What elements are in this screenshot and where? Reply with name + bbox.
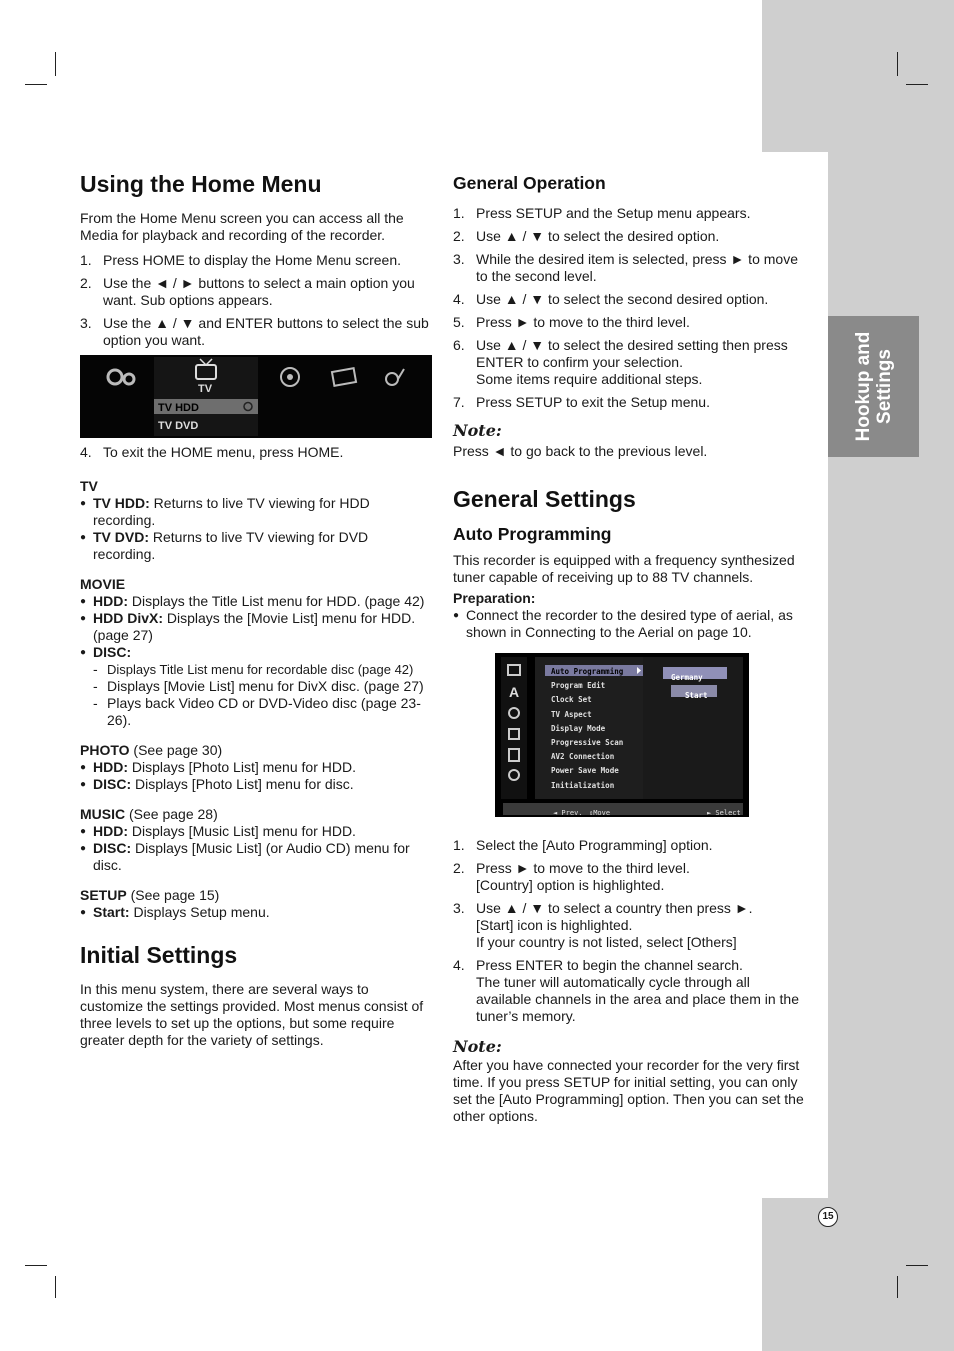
initial-settings-title: Initial Settings: [80, 942, 238, 968]
crop-mark: [897, 52, 898, 76]
setup-menu-item: Display Mode: [551, 723, 606, 733]
disc-sublist: [80, 661, 432, 729]
general-operation-steps: [453, 205, 805, 411]
home-menu-intro: From the Home Menu screen you can access all the Media for playback and recording of the recorder.: [80, 210, 404, 243]
list-item: ● DISC: Displays [Music List] (or Audio CD) menu for disc.: [80, 840, 410, 873]
country-option: Germany: [671, 673, 703, 682]
list-item: 6. Use ▲ / ▼ to select the desired setting then press ENTER to confirm your selection. Some items require additional steps.: [453, 337, 788, 387]
note-text: Press ◄ to go back to the previous level.: [453, 443, 708, 459]
list-item: 2. Use the ◄ / ► buttons to select a main option you want. Sub options appears.: [80, 275, 415, 308]
home-menu-steps: [80, 252, 432, 349]
list-item: 3. Use ▲ / ▼ to select a country then press ►. [Start] icon is highlighted. If your country is not listed, select [Others]: [453, 900, 753, 950]
list-item: 4. Use ▲ / ▼ to select the second desired option.: [453, 291, 769, 307]
home-menu-main-label: TV: [198, 383, 213, 395]
music-list: [80, 823, 432, 874]
list-item: 4. To exit the HOME menu, press HOME.: [80, 444, 344, 460]
crop-mark: [25, 1265, 47, 1266]
setup-heading: SETUP (See page 15): [80, 887, 220, 903]
list-item: 2. Press ► to move to the third level. [Country] option is highlighted.: [453, 860, 690, 893]
music-heading: MUSIC (See page 28): [80, 806, 218, 822]
section-tab-line2: Settings: [873, 349, 895, 424]
list-item: ● Start: Displays Setup menu.: [80, 904, 270, 920]
home-menu-item-tv-hdd: TV HDD: [158, 402, 199, 414]
list-item: 2. Use ▲ / ▼ to select the desired option.: [453, 228, 720, 244]
list-item: 3. Use the ▲ / ▼ and ENTER buttons to select the sub option you want.: [80, 315, 429, 348]
setup-menu-item: TV Aspect: [551, 709, 592, 719]
page-number: 15: [818, 1207, 838, 1227]
crop-mark: [55, 52, 56, 76]
start-option: Start: [685, 691, 708, 700]
setup-menu-item: Program Edit: [551, 681, 606, 691]
auto-programming-steps: [453, 837, 805, 1025]
home-menu-icons: [80, 355, 432, 438]
photo-list: [80, 759, 432, 793]
home-menu-title: Using the Home Menu: [80, 171, 322, 197]
list-item: 5. Press ► to move to the third level.: [453, 314, 690, 330]
setup-menu-screenshot: [495, 653, 749, 817]
list-item: 1. Press HOME to display the Home Menu screen.: [80, 252, 402, 268]
setup-menu-items: [551, 665, 623, 793]
list-item: ● HDD: Displays the Title List menu for HDD. (page 42): [80, 593, 425, 609]
setup-menu-item: Clock Set: [551, 695, 592, 705]
footer-prev: ◄ Prev.: [553, 809, 583, 817]
preparation-list: [453, 607, 805, 641]
note-text: After you have connected your recorder for the very first time. If you press SETUP for initial setting, you can only set the [Auto Programming] option. Then you can set the other options.: [453, 1057, 804, 1124]
setup-menu-item: Auto Programming: [551, 667, 624, 676]
list-item: 1. Select the [Auto Programming] option.: [453, 837, 713, 853]
movie-list: [80, 593, 432, 661]
section-tab-line1: Hookup and: [852, 331, 874, 442]
note-title: Note:: [453, 1037, 502, 1056]
auto-programming-title: Auto Programming: [453, 524, 612, 544]
list-item: - Displays Title List menu for recordable disc (page 42): [93, 661, 414, 677]
initial-settings-text: In this menu system, there are several ways to customize the settings provided. Most menus consist of three levels to set up the options, but some require greater depth for the variety of settings.: [80, 981, 424, 1048]
tv-heading: TV: [80, 478, 98, 494]
svg-text:A: A: [509, 684, 520, 700]
setup-menu-item: Power Save Mode: [551, 766, 619, 776]
crop-mark: [897, 1276, 898, 1298]
footer-move: ⇕Move: [589, 809, 611, 817]
list-item: ● HDD: Displays [Music List] menu for HDD.: [80, 823, 356, 839]
home-menu-step4: [80, 444, 432, 461]
list-item: 3. While the desired item is selected, press ► to move to the second level.: [453, 251, 798, 284]
list-item: 4. Press ENTER to begin the channel search. The tuner will automatically cycle through all available channels in the area and place them in the tuner’s memory.: [453, 957, 799, 1024]
general-operation-title: General Operation: [453, 173, 606, 193]
list-item: ● Connect the recorder to the desired type of aerial, as shown in Connecting to the Aerial on page 10.: [453, 607, 793, 640]
list-item: - Plays back Video CD or DVD-Video disc (page 23-26).: [93, 695, 421, 728]
list-item: ● HDD DivX: Displays the [Movie List] menu for HDD. (page 27): [80, 610, 416, 643]
list-item: ● DISC:: [80, 644, 132, 660]
home-menu-screenshot: [80, 355, 432, 438]
up-down-arrows-icon: ⇕: [589, 809, 594, 817]
side-panel-top: [762, 0, 954, 152]
right-column: [453, 172, 805, 1125]
list-item: ● TV HDD: Returns to live TV viewing for HDD recording.: [80, 495, 370, 528]
auto-programming-intro: This recorder is equipped with a frequency synthesized tuner capable of receiving up to 88 TV channels.: [453, 552, 795, 585]
home-menu-item-tv-dvd: TV DVD: [158, 420, 199, 432]
crop-mark: [906, 1265, 928, 1266]
side-panel-bottom: [762, 1198, 954, 1351]
photo-heading: PHOTO (See page 30): [80, 742, 223, 758]
list-item: ● HDD: Displays [Photo List] menu for HDD.: [80, 759, 356, 775]
crop-mark: [906, 84, 928, 85]
crop-mark: [25, 84, 47, 85]
list-item: ● TV DVD: Returns to live TV viewing for DVD recording.: [80, 529, 369, 562]
setup-menu-item: Initialization: [551, 780, 615, 790]
list-item: 7. Press SETUP to exit the Setup menu.: [453, 394, 710, 410]
movie-heading: MOVIE: [80, 576, 126, 592]
setup-menu-item: AV2 Connection: [551, 752, 615, 762]
section-tab: [828, 316, 919, 457]
footer-select: ► Select: [707, 809, 741, 817]
list-item: - Displays [Movie List] menu for DivX disc. (page 27): [93, 678, 424, 694]
preparation-label: Preparation:: [453, 590, 536, 606]
setup-menu-item: Progressive Scan: [551, 738, 624, 748]
note-title: Note:: [453, 421, 502, 440]
setup-list: [80, 904, 432, 921]
list-item: 1. Press SETUP and the Setup menu appears.: [453, 205, 751, 221]
tv-list: [80, 495, 432, 563]
list-item: ● DISC: Displays [Photo List] menu for disc.: [80, 776, 354, 792]
general-settings-title: General Settings: [453, 486, 636, 512]
crop-mark: [55, 1276, 56, 1298]
left-column: [80, 170, 432, 1049]
side-panel: [828, 152, 954, 1198]
